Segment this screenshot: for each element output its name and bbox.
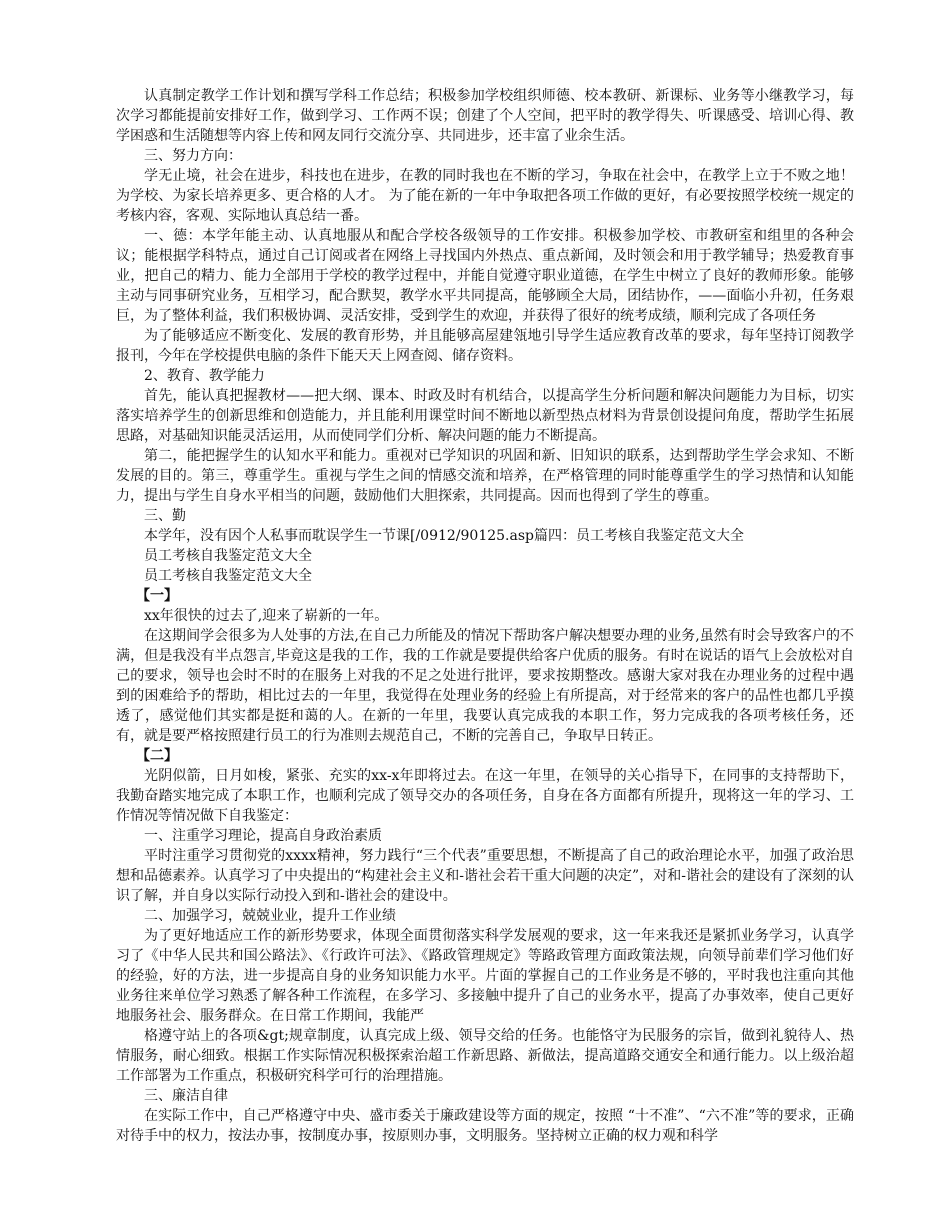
paragraph-year-summary: 光阴似箭，日月如梭，紧张、充实的xx-x年即将过去。在这一年里，在领导的关心指导下，在同事的支持帮助下，我勤奋踏实地完成了本职工作，也顺利完成了领导交办的各项任务，自身在各方面都有所提升，现将这一年的学习、工作情况等情况做下自我鉴定： [116, 768, 854, 824]
paragraph-political-study: 平时注重学习贯彻党的xxxx精神，努力践行“三个代表”重要思想，不断提高了自己的政治理论水平，加强了政治思想和品德素养。认真学习了中央提出的“构建社会主义和-谐社会若干重大问题的决定”，对和-谐社会的建设有了深刻的认识了解，并自身以实际行动投入到和-谐社会的建设中。 [116, 848, 854, 904]
heading-political-theory: 一、注重学习理论，提高自身政治素质 [144, 828, 382, 844]
heading-diligence: 三、勤 [144, 508, 186, 524]
paragraph-new-year: xx年很快的过去了,迎来了崭新的一年。 [144, 608, 389, 624]
heading-integrity: 三、廉洁自律 [144, 1088, 228, 1104]
paragraph-rules-compliance: 格遵守站上的各项&gt;规章制度，认真完成上级、领导交给的任务。也能恪守为民服务的宗旨，做到礼貌待人、热情服务，耐心细致。根据工作实际情况积极探索治超工作新思路、新做法，提高道路交通安全和通行能力。以上级治超工作部署为工作重点，积极研究科学可行的治理措施。 [116, 1028, 854, 1084]
heading-teaching-ability: 2、教育、教学能力 [144, 368, 265, 384]
paragraph-textbook-mastery: 首先，能认真把握教材——把大纲、课本、时政及时有机结合，以提高学生分析问题和解决问题能力为目标，切实落实培养学生的创新思维和创造能力，并且能利用课堂时间不断地以新型热点材料为背景创设提问角度，帮助学生拓展思路，对基础知识能灵活运用，从而使同学们分析、解决问题的能力不断提高。 [116, 388, 854, 444]
paragraph-customer-service: 在这期间学会很多为人处事的方法,在自己力所能及的情况下帮助客户解决想要办理的业务,虽然有时会导致客户的不满，但是我没有半点怨言,毕竟这是我的工作，我的工作就是要提供给客户优质的服务。有时在说话的语气上会放松对自己的要求，领导也会时不时的在服务上对我的不足之处进行批评，要求按期整改。感谢大家对我在办理业务的过程中遇到的困难给予的帮助，相比过去的一年里，我觉得在处理业务的经验上有所提高，对于经常来的客户的品性也都几乎摸透了，感觉他们其实都是挺和蔼的人。在新的一年里，我要认真完成我的本职工作，努力完成我的各项考核任务，还有，就是要严格按照建行员工的行为准则去规范自己，不断的完善自己，争取早日转正。 [116, 628, 854, 744]
paragraph-no-missed-class: 本学年，没有因个人私事而耽误学生一节课[/0912/90125.asp篇四：员工考核自我鉴定范文大全 [144, 528, 745, 544]
paragraph-study-activities: 认真制定教学工作计划和撰写学科工作总结；积极参加学校组织师德、校本教研、新课标、业务等小继教学习，每次学习都能提前安排好工作，做到学习、工作两不误；创建了个人空间，把平时的教学得失、听课感受、培训心得、教学困惑和生活随想等内容上传和网友同行交流分享、共同进步，还丰富了业余生活。 [116, 88, 854, 144]
section-marker-one: 【一】 [136, 588, 178, 604]
heading-work-performance: 二、加强学习，兢兢业业，提升工作业绩 [144, 908, 396, 924]
paragraph-virtue: 一、德：本学年能主动、认真地服从和配合学校各级领导的工作安排。积极参加学校、市教研室和组里的各种会议；能根据学科特点，通过自己订阅或者在网络上寻找国内外热点、重点新闻，及时领会和用于教学辅导；热爱教育事业，把自己的精力、能力全部用于学校的教学过程中，并能自觉遵守职业道德，在学生中树立了良好的教师形象。能够主动与同事研究业务，互相学习，配合默契，教学水平共同提高，能够顾全大局，团结协作，——面临小升初，任务艰巨，为了整体利益，我们积极协调、灵活安排，受到学生的欢迎，并获得了很好的统考成绩，顺利完成了各项任务 [116, 228, 854, 324]
paragraph-endless-learning: 学无止境，社会在进步，科技也在进步，在教的同时我也在不断的学习，争取在社会中，在教学上立于不败之地！为学校、为家长培养更多、更合格的人才。 为了能在新的一年中争取把各项工作做的更好，有必要按照学校统一规定的考核内容，客观、实际地认真总结一番。 [116, 168, 854, 224]
heading-direction: 三、努力方向： [144, 148, 242, 164]
paragraph-subscriptions: 为了能够适应不断变化、发展的教育形势，并且能够高屋建瓴地引导学生适应教育改革的要求，每年坚持订阅教学报刊，今年在学校提供电脑的条件下能天天上网查阅、储存资料。 [116, 328, 854, 364]
title-employee-appraisal-1: 员工考核自我鉴定范文大全 [144, 548, 312, 564]
title-employee-appraisal-2: 员工考核自我鉴定范文大全 [144, 568, 312, 584]
paragraph-student-cognition: 第二，能把握学生的认知水平和能力。重视对已学知识的巩固和新、旧知识的联系，达到帮助学生学会求知、不断发展的目的。第三，尊重学生。重视与学生之间的情感交流和培养，在严格管理的同时能尊重学生的学习热情和认知能力，提出与学生自身水平相当的问题，鼓励他们大胆探索，共同提高。因而也得到了学生的尊重。 [116, 448, 854, 504]
section-marker-two: 【二】 [136, 748, 178, 764]
paragraph-integrity: 在实际工作中，自己严格遵守中央、盛市委关于廉政建设等方面的规定，按照 “十不准”、“六不准”等的要求，正确对待手中的权力，按法办事，按制度办事，按原则办事，文明服务。坚持树立正确的权力观和科学 [116, 1108, 854, 1144]
paragraph-regulation-study: 为了更好地适应工作的新形势要求，体现全面贯彻落实科学发展观的要求，这一年来我还是紧抓业务学习，认真学习了《中华人民共和国公路法》、《行政许可法》、《路政管理规定》等路政管理方面政策法规，向领导前辈们学习他们好的经验，好的方法，进一步提高自身的业务知识能力水平。片面的掌握自己的工作业务是不够的，平时我也注重向其他业务往来单位学习熟悉了解各种工作流程，在多学习、多接触中提升了自己的业务水平，提高了办事效率，使自己更好地服务社会、服务群众。在日常工作期间，我能严 [116, 928, 854, 1024]
